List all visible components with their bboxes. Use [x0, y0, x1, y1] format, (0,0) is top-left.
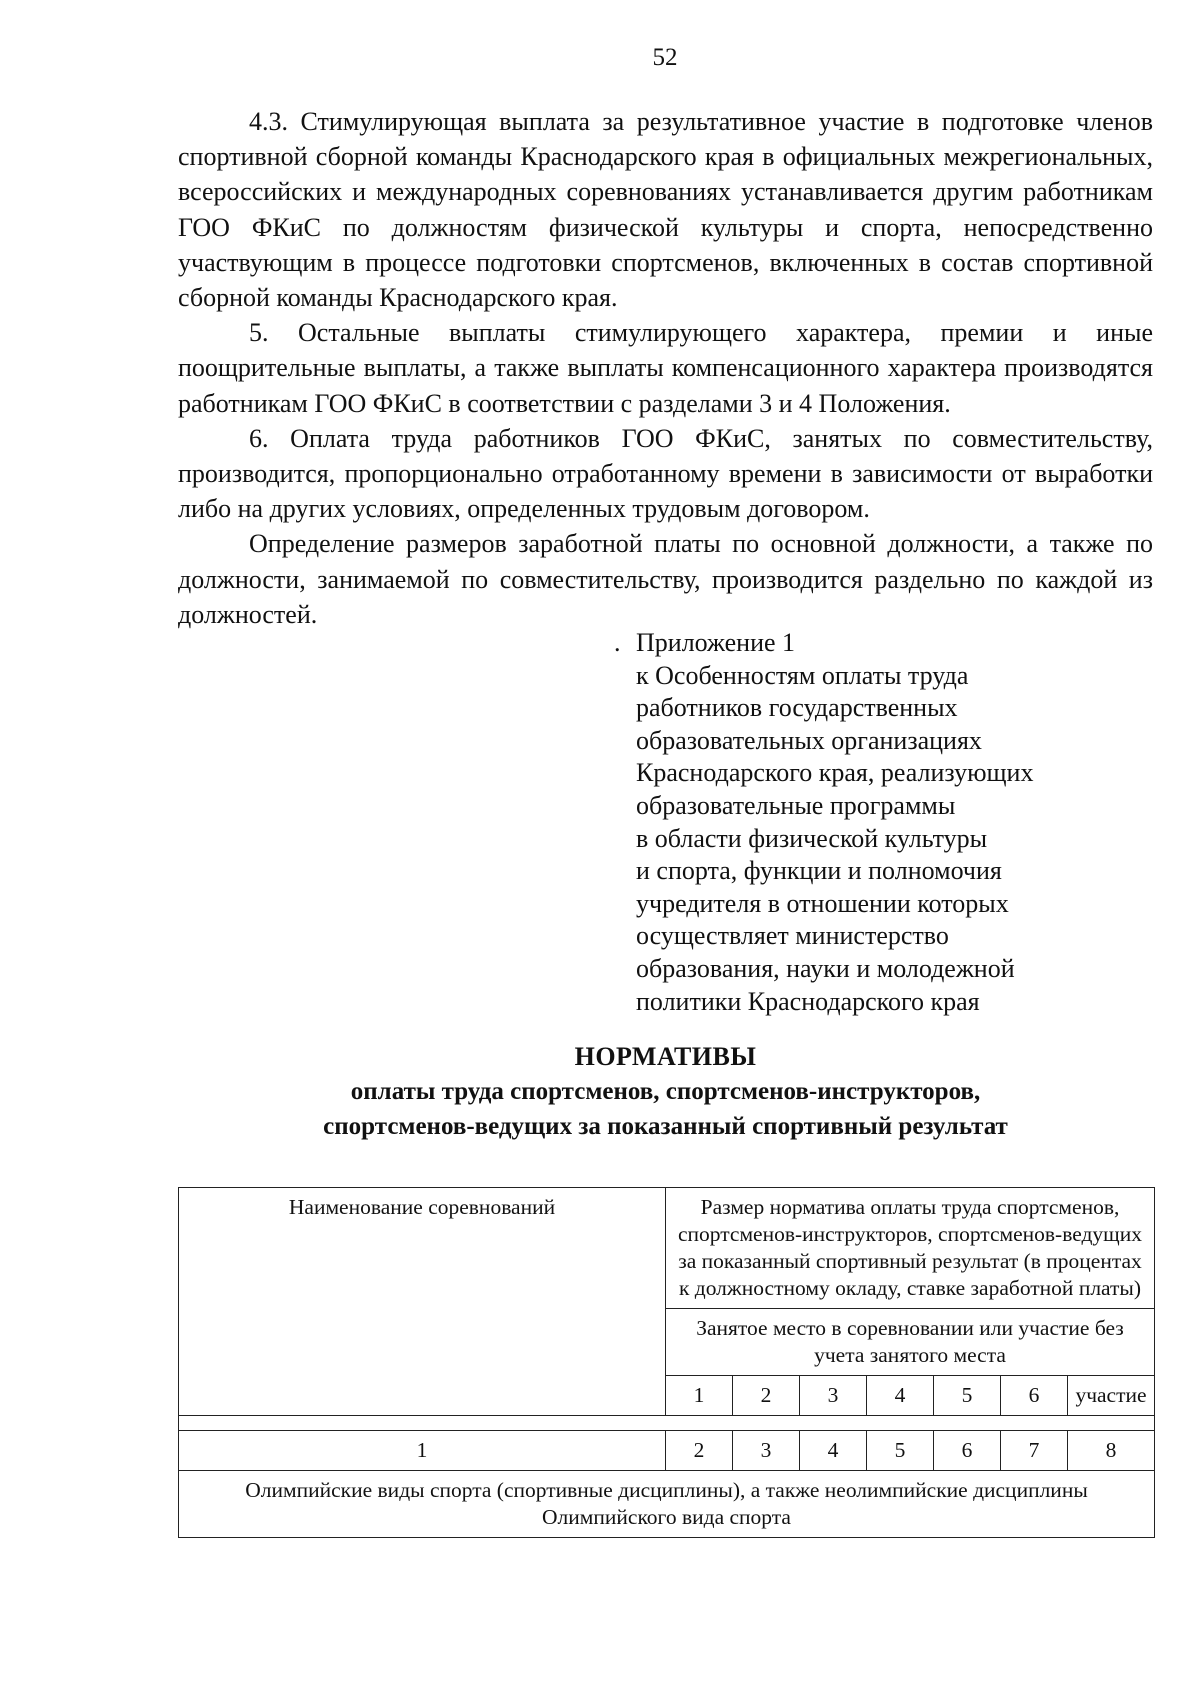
competition-name-header: Наименование соревнований: [179, 1188, 666, 1416]
appendix-line: осуществляет министерство: [636, 921, 949, 951]
norms-subtitle-line-2: спортсменов-ведущих за показанный спортивный результат: [323, 1113, 1008, 1140]
appendix-line: учредителя в отношении которых: [636, 888, 1009, 918]
norms-heading: [178, 1040, 1153, 1144]
table-spacer: [179, 1416, 1155, 1431]
appendix-line: политики Краснодарского края: [636, 986, 980, 1016]
paragraph-4-3: 4.3. Стимулирующая выплата за результативное участие в подготовке членов спортивной сборной команды Краснодарского края в официальных межрегиональных, всероссийских и международных соревнованиях устанавливается другим работникам ГОО ФКиС по должностям физической культуры и спорта, непосредственно участвующим в процессе подготовки спортсменов, включенных в состав спортивной сборной команды Краснодарского края.: [178, 107, 1153, 313]
table-section-row: [179, 1471, 1155, 1538]
appendix-line: в области физической культуры: [636, 823, 988, 853]
column-numbering-row: [179, 1431, 1155, 1471]
column-number: 8: [1068, 1431, 1155, 1471]
appendix-line: Краснодарского края, реализующих: [636, 758, 1034, 788]
norm-size-header: Размер норматива оплаты труда спортсменов, спортсменов-инструкторов, спортсменов-ведущих за показанный спортивный результат (в процентах к должностному окладу, ставке заработной платы): [666, 1188, 1155, 1309]
paragraph-6: 6. Оплата труда работников ГОО ФКиС, занятых по совместительству, производится, пропорционально отработанному времени в зависимости от выработки либо на других условиях, определенных трудовым договором.: [178, 423, 1153, 524]
appendix-line: работников государственных: [636, 693, 958, 723]
body-text: [178, 104, 1153, 632]
column-number: 5: [867, 1431, 934, 1471]
norms-title: НОРМАТИВЫ: [574, 1042, 757, 1071]
page-number: 52: [652, 44, 678, 71]
paragraph-5: 5. Остальные выплаты стимулирующего характера, премии и иные поощрительные выплаты, а также выплаты компенсационного характера производятся работникам ГОО ФКиС в соответствии с разделами 3 и 4 Положения.: [178, 318, 1153, 418]
paragraph-salary-definition: Определение размеров заработной платы по основной должности, а также по должности, занимаемой по совместительству, производится раздельно по каждой из должностей.: [178, 529, 1153, 629]
place-column-header: 4: [867, 1376, 934, 1416]
place-column-header: 3: [800, 1376, 867, 1416]
place-column-header: 5: [934, 1376, 1001, 1416]
place-column-header: 6: [1001, 1376, 1068, 1416]
appendix-line: образования, науки и молодежной: [636, 953, 1015, 983]
appendix-line: образовательных организациях: [636, 725, 982, 755]
place-column-header: 1: [666, 1376, 733, 1416]
norms-table: [178, 1187, 1155, 1538]
column-number: 7: [1001, 1431, 1068, 1471]
column-number: 2: [666, 1431, 733, 1471]
column-number: 1: [179, 1431, 666, 1471]
appendix-line: образовательные программы: [636, 790, 956, 820]
place-header: Занятое место в соревновании или участие без учета занятого места: [666, 1309, 1155, 1376]
place-column-header: 2: [733, 1376, 800, 1416]
olympic-sports-section: Олимпийские виды спорта (спортивные дисциплины), а также неолимпийские дисциплины Олимпийского вида спорта: [179, 1471, 1155, 1538]
column-number: 6: [934, 1431, 1001, 1471]
table-header-row: [179, 1188, 1155, 1309]
appendix-line: к Особенностям оплаты труда: [636, 660, 969, 690]
column-number: 4: [800, 1431, 867, 1471]
table-spacer-row: [179, 1416, 1155, 1431]
norms-subtitle-line-1: оплаты труда спортсменов, спортсменов-инструкторов,: [350, 1078, 981, 1105]
participation-column-header: участие: [1068, 1376, 1155, 1416]
appendix-dot: .: [614, 628, 621, 657]
appendix-line: и спорта, функции и полномочия: [636, 856, 1002, 886]
appendix-note: [614, 627, 1156, 1018]
column-number: 3: [733, 1431, 800, 1471]
appendix-line: Приложение 1: [636, 628, 796, 657]
